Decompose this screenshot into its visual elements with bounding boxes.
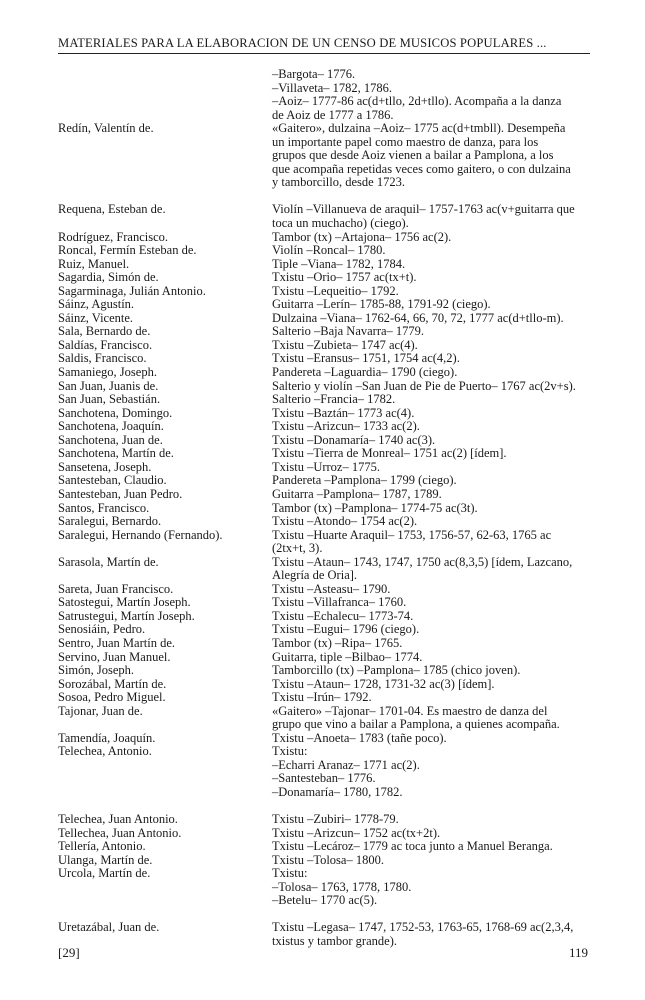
description-line: Txistu –Anoeta– 1783 (tañe poco). [272, 730, 447, 745]
musician-name: Santos, Francisco. [58, 500, 150, 515]
entry-description [272, 258, 593, 272]
description-line: Salterio y violín –San Juan de Pie de Puerto– 1767 ac(2v+s). [272, 378, 576, 393]
entry-description [272, 623, 593, 637]
description-line: Txistu –Orio– 1757 ac(tx+t). [272, 270, 417, 285]
blank-line [58, 800, 593, 814]
musician-name: Uretazábal, Juan de. [58, 920, 160, 935]
description-line: y tamborcillo, desde 1723. [272, 175, 405, 190]
description-line: Txistu –Ataun– 1743, 1747, 1750 ac(8,3,5) [ídem, Lazcano, [272, 554, 573, 569]
entry-description [272, 447, 593, 461]
description-line: grupos que desde Aoiz vienen a bailar a Pamplona, a los [272, 148, 554, 163]
entry-row [58, 678, 593, 692]
entry-description [272, 434, 593, 448]
description-line: –Donamaría– 1780, 1782. [272, 784, 403, 799]
entry-row [58, 474, 593, 488]
description-line: «Gaitero», dulzaina –Aoiz– 1775 ac(d+tmbll). Desempeña [272, 121, 566, 136]
description-line: Txistu –Atondo– 1754 ac(2). [272, 514, 418, 529]
musician-name: Urcola, Martín de. [58, 866, 151, 881]
entry-description [272, 488, 593, 502]
entry-row [58, 610, 593, 624]
musician-name: Sanchotena, Juan de. [58, 432, 163, 447]
entry-description [272, 502, 593, 516]
entry-row [58, 529, 593, 556]
entry-row [58, 691, 593, 705]
musician-name: Sagarminaga, Julián Antonio. [58, 283, 206, 298]
entry-row [58, 434, 593, 448]
description-line: un importante papel como maestro de danza, para los [272, 134, 539, 149]
entry-row [58, 203, 593, 230]
entry-row [58, 298, 593, 312]
entry-row [58, 502, 593, 516]
entries-list [58, 68, 593, 949]
musician-name: Ulanga, Martín de. [58, 852, 153, 867]
entry-row [58, 623, 593, 637]
description-line: –Tolosa– 1763, 1778, 1780. [272, 879, 412, 894]
musician-name: Tellería, Antonio. [58, 839, 146, 854]
entry-row [58, 651, 593, 665]
entry-description [272, 380, 593, 394]
description-line: toca un muchacho) (ciego). [272, 216, 409, 231]
entry-description [272, 515, 593, 529]
description-line: Dulzaina –Viana– 1762-64, 66, 70, 72, 1777 ac(d+tllo-m). [272, 310, 564, 325]
entry-row [58, 447, 593, 461]
entry-row [58, 380, 593, 394]
musician-name: Sáinz, Agustín. [58, 297, 135, 312]
musician-name: Simón, Joseph. [58, 663, 135, 678]
entry-row [58, 488, 593, 502]
description-line: Pandereta –Laguardia– 1790 (ciego). [272, 365, 458, 380]
entry-row [58, 461, 593, 475]
entry-description [272, 203, 593, 230]
musician-name: Santesteban, Juan Pedro. [58, 486, 183, 501]
musician-name: Sansetena, Joseph. [58, 459, 152, 474]
description-line: Txistu –Huarte Araquil– 1753, 1756-57, 62-63, 1765 ac [272, 527, 552, 542]
entry-description [272, 366, 593, 380]
musician-name: Sala, Bernardo de. [58, 324, 151, 339]
description-line: Txistu –Ataun– 1728, 1731-32 ac(3) [ídem]. [272, 676, 495, 691]
entry-row [58, 705, 593, 732]
musician-name: Senosiáin, Pedro. [58, 622, 146, 637]
running-header: MATERIALES PARA LA ELABORACION DE UN CENSO DE MUSICOS POPULARES ... [58, 36, 547, 50]
description-line: Guitarra, tiple –Bilbao– 1774. [272, 649, 423, 664]
entry-description [272, 244, 593, 258]
entry-description [272, 298, 593, 312]
entry-row [58, 271, 593, 285]
entry-row [58, 867, 593, 908]
entry-description [272, 393, 593, 407]
entry-row [58, 854, 593, 868]
description-line: Violín –Roncal– 1780. [272, 243, 386, 258]
description-line: Tamborcillo (tx) –Pamplona– 1785 (chico joven). [272, 663, 521, 678]
entry-description [272, 732, 593, 746]
folio-bracketed: [29] [58, 945, 80, 960]
description-line: –Villaveta– 1782, 1786. [272, 80, 393, 95]
description-line: Txistu –Tolosa– 1800. [272, 852, 384, 867]
entry-row [58, 637, 593, 651]
description-line: Txistu: [272, 744, 308, 759]
description-line: Txistu –Legasa– 1747, 1752-53, 1763-65, 1768-69 ac(2,3,4, [272, 920, 574, 935]
description-line: Guitarra –Lerín– 1785-88, 1791-92 (ciego). [272, 297, 491, 312]
musician-name: Saralegui, Hernando (Fernando). [58, 527, 223, 542]
musician-name: Telechea, Antonio. [58, 744, 152, 759]
musician-name: Sareta, Juan Francisco. [58, 581, 174, 596]
musician-name: San Juan, Juanis de. [58, 378, 159, 393]
description-line: Violín –Villanueva de araquil– 1757-1763 ac(v+guitarra que [272, 202, 575, 217]
musician-name: Rodríguez, Francisco. [58, 229, 169, 244]
entry-description [272, 312, 593, 326]
entry-description [272, 529, 593, 556]
entry-row [58, 921, 593, 948]
musician-name: Sagardia, Simón de. [58, 270, 159, 285]
entry-row [58, 813, 593, 827]
entry-description [272, 474, 593, 488]
musician-name: San Juan, Sebastián. [58, 392, 161, 407]
musician-name: Requena, Esteban de. [58, 202, 166, 217]
description-line: Tiple –Viana– 1782, 1784. [272, 256, 406, 271]
entry-row [58, 339, 593, 353]
description-line: Tambor (tx) –Ripa– 1765. [272, 635, 403, 650]
description-line: Txistu –Baztán– 1773 ac(4). [272, 405, 415, 420]
description-line: Guitarra –Pamplona– 1787, 1789. [272, 486, 442, 501]
header-rule [58, 53, 590, 54]
entry-row [58, 596, 593, 610]
entry-description [272, 678, 593, 692]
entry-row [58, 732, 593, 746]
entry-description [272, 407, 593, 421]
description-line: Txistu –Asteasu– 1790. [272, 581, 391, 596]
musician-name: Servino, Juan Manuel. [58, 649, 171, 664]
entry-description [272, 813, 593, 827]
description-line: Txistu –Arizcun– 1733 ac(2). [272, 419, 420, 434]
description-line: Txistu –Eransus– 1751, 1754 ac(4,2). [272, 351, 460, 366]
entry-row [58, 366, 593, 380]
musician-name: Saralegui, Bernardo. [58, 514, 162, 529]
blank-line [58, 908, 593, 922]
entry-row [58, 420, 593, 434]
entry-description [272, 705, 593, 732]
musician-name [58, 82, 272, 96]
description-line: Txistu: [272, 866, 308, 881]
description-line: que acompaña repetidas veces como gaitero, o con dulzaina [272, 161, 571, 176]
musician-name: Tamendía, Joaquín. [58, 730, 156, 745]
entry-description [272, 651, 593, 665]
entry-row [58, 556, 593, 583]
entry-description [272, 827, 593, 841]
description-line: –Betelu– 1770 ac(5). [272, 893, 378, 908]
entry-row [58, 827, 593, 841]
entry-row [58, 231, 593, 245]
entry-row [58, 312, 593, 326]
musician-name: Saldías, Francisco. [58, 337, 153, 352]
entry-description [272, 664, 593, 678]
entry-description [272, 325, 593, 339]
description-line: (2tx+t, 3). [272, 541, 323, 556]
entry-description [272, 82, 593, 96]
entry-description [272, 691, 593, 705]
entry-description [272, 285, 593, 299]
musician-name: Redín, Valentín de. [58, 121, 154, 136]
musician-name [58, 68, 272, 82]
description-line: –Bargota– 1776. [272, 67, 356, 81]
description-line: grupo que vino a bailar a Pamplona, a quienes acompaña. [272, 717, 560, 732]
entry-row [58, 515, 593, 529]
entry-description [272, 637, 593, 651]
description-line: de Aoiz de 1777 a 1786. [272, 107, 394, 122]
entry-description [272, 854, 593, 868]
entry-row [58, 68, 593, 82]
entry-row [58, 82, 593, 96]
description-line: Txistu –Lecároz– 1779 ac toca junto a Manuel Beranga. [272, 839, 553, 854]
description-line: Txistu –Eugui– 1796 (ciego). [272, 622, 420, 637]
entry-description [272, 610, 593, 624]
description-line: Txistu –Arizcun– 1752 ac(tx+2t). [272, 825, 441, 840]
musician-name: Tellechea, Juan Antonio. [58, 825, 182, 840]
entry-description [272, 867, 593, 908]
entry-description [272, 556, 593, 583]
description-line: –Santesteban– 1776. [272, 771, 376, 786]
musician-name: Sáinz, Vicente. [58, 310, 134, 325]
description-line: Txistu –Tierra de Monreal– 1751 ac(2) [ídem]. [272, 446, 507, 461]
entry-row [58, 393, 593, 407]
entry-description [272, 339, 593, 353]
description-line: txistus y tambor grande). [272, 934, 397, 948]
description-line: «Gaitero» –Tajonar– 1701-04. Es maestro de danza del [272, 703, 548, 718]
musician-name: Saldis, Francisco. [58, 351, 147, 366]
description-line: Alegría de Oria]. [272, 568, 358, 583]
description-line: Salterio –Francia– 1782. [272, 392, 396, 407]
description-line: Tambor (tx) –Artajona– 1756 ac(2). [272, 229, 452, 244]
entry-row [58, 407, 593, 421]
entry-description [272, 122, 593, 190]
entry-row [58, 325, 593, 339]
musician-name: Samaniego, Joseph. [58, 365, 157, 380]
entry-description [272, 583, 593, 597]
entry-description [272, 596, 593, 610]
description-line: Txistu –Lequeitio– 1792. [272, 283, 399, 298]
entry-row [58, 664, 593, 678]
description-line: Txistu –Villafranca– 1760. [272, 595, 407, 610]
entry-row [58, 583, 593, 597]
description-line: Pandereta –Pamplona– 1799 (ciego). [272, 473, 457, 488]
musician-name: Sorozábal, Martín de. [58, 676, 167, 691]
musician-name: Telechea, Juan Antonio. [58, 812, 178, 827]
musician-name: Sanchotena, Domingo. [58, 405, 173, 420]
description-line: Txistu –Echalecu– 1773-74. [272, 608, 414, 623]
entry-row [58, 122, 593, 190]
description-line: –Aoiz– 1777-86 ac(d+tllo, 2d+tllo). Acompaña a la danza [272, 94, 562, 109]
entry-description [272, 68, 593, 82]
musician-name: Sentro, Juan Martín de. [58, 635, 175, 650]
entry-row [58, 285, 593, 299]
entry-description [272, 921, 593, 948]
entry-description [272, 461, 593, 475]
musician-name [58, 95, 272, 122]
description-line: –Echarri Aranaz– 1771 ac(2). [272, 757, 420, 772]
musician-name: Satrustegui, Martín Joseph. [58, 608, 195, 623]
musician-name: Satostegui, Martín Joseph. [58, 595, 191, 610]
blank-line [58, 190, 593, 204]
description-line: Txistu –Urroz– 1775. [272, 459, 380, 474]
entry-description [272, 352, 593, 366]
description-line: Txistu –Irún– 1792. [272, 690, 372, 705]
entry-row [58, 95, 593, 122]
musician-name: Sarasola, Martín de. [58, 554, 159, 569]
description-line: Salterio –Baja Navarra– 1779. [272, 324, 425, 339]
musician-name: Sosoa, Pedro Miguel. [58, 690, 166, 705]
entry-description [272, 271, 593, 285]
page-number: 119 [568, 945, 588, 960]
description-line: Txistu –Zubieta– 1747 ac(4). [272, 337, 418, 352]
entry-row [58, 244, 593, 258]
entry-row [58, 352, 593, 366]
entry-description [272, 840, 593, 854]
musician-name: Tajonar, Juan de. [58, 703, 143, 718]
musician-name: Sanchotena, Joaquín. [58, 419, 164, 434]
description-line: Txistu –Donamaría– 1740 ac(3). [272, 432, 436, 447]
musician-name: Sanchotena, Martín de. [58, 446, 174, 461]
entry-row [58, 745, 593, 799]
entry-description [272, 745, 593, 799]
entry-description [272, 420, 593, 434]
musician-name: Santesteban, Claudio. [58, 473, 167, 488]
description-line: Tambor (tx) –Pamplona– 1774-75 ac(3t). [272, 500, 478, 515]
musician-name: Ruiz, Manuel. [58, 256, 130, 271]
entry-description [272, 231, 593, 245]
description-line: Txistu –Zubiri– 1778-79. [272, 812, 399, 827]
entry-row [58, 258, 593, 272]
entry-description [272, 95, 593, 122]
entry-row [58, 840, 593, 854]
musician-name: Roncal, Fermín Esteban de. [58, 243, 197, 258]
